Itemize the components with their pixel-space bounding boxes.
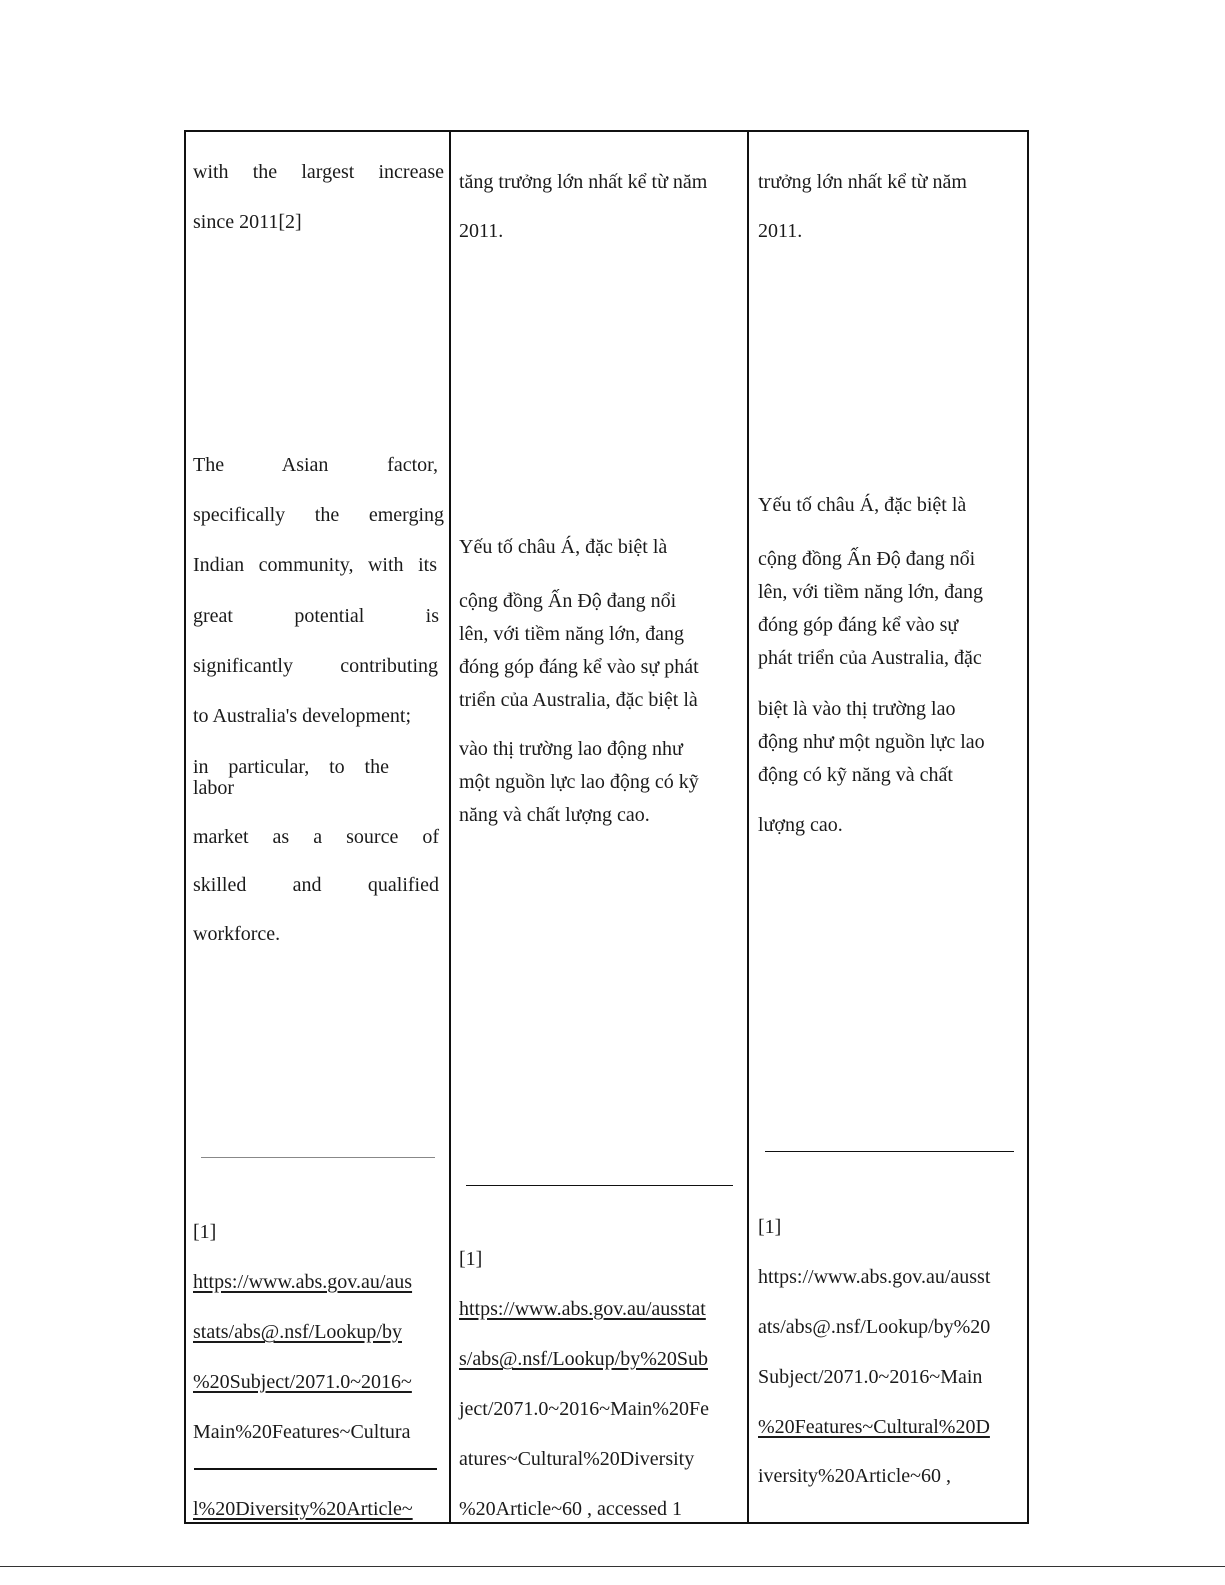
footnote-link[interactable]: https://www.abs.gov.au/ausstat [459,1298,706,1320]
footnote-marker: [1] [459,1248,483,1270]
divider [194,1468,437,1470]
footnote-link[interactable]: iversity%20Article~60 , [758,1465,951,1487]
text-line: lên, với tiềm năng lớn, đang [459,623,684,645]
text-line: specifically the emerging [193,504,444,526]
text-line: workforce. [193,923,281,945]
footnote-link[interactable]: %20Features~Cultural%20D [758,1416,990,1438]
text-line: lên, với tiềm năng lớn, đang [758,581,983,603]
text-line: đóng góp đáng kể vào sự [758,614,959,636]
text-line: cộng đồng Ấn Độ đang nổi [459,590,677,612]
text-line: lượng cao. [758,814,843,836]
text-line: triển của Australia, đặc biệt là [459,689,698,711]
text-line: skilled and qualified [193,874,439,896]
footnote-link[interactable]: %20Subject/2071.0~2016~ [193,1371,412,1393]
text-line: đóng góp đáng kể vào sự phát [459,656,699,678]
text-line: with the largest increase [193,161,444,183]
text-line: năng và chất lượng cao. [459,804,650,826]
footnote-link[interactable]: https://www.abs.gov.au/ausst [758,1266,991,1288]
text-line: Yếu tố châu Á, đặc biệt là [758,494,967,516]
footnote-marker: [1] [758,1216,782,1238]
column-divider [449,132,451,1522]
text-line: Indian community, with its [193,554,437,576]
footnote-link[interactable]: https://www.abs.gov.au/aus [193,1271,413,1293]
text-line: động có kỹ năng và chất [758,764,953,786]
text-line: great potential is [193,605,439,627]
column-divider [747,132,749,1522]
text-line: 2011. [459,220,504,242]
text-line: trưởng lớn nhất kể từ năm [758,171,967,193]
text-line: in particular, to the [193,756,389,778]
text-line: The Asian factor, [193,454,438,476]
footnote-separator [201,1157,435,1158]
text-line: phát triển của Australia, đặc [758,647,982,669]
footnote-separator [466,1185,733,1186]
footnote-link[interactable]: s/abs@.nsf/Lookup/by%20Sub [459,1348,708,1370]
text-line: since 2011[2] [193,211,302,233]
text-line: to Australia's development; [193,705,412,727]
text-line: market as a source of [193,826,439,848]
text-line: Yếu tố châu Á, đặc biệt là [459,536,668,558]
footnote-link[interactable]: Main%20Features~Cultura [193,1421,411,1443]
text-line: tăng trưởng lớn nhất kể từ năm [459,171,708,193]
text-line: động như một nguồn lực lao [758,731,985,753]
text-line: significantly contributing [193,655,438,677]
footnote-link[interactable]: ject/2071.0~2016~Main%20Fe [459,1398,709,1420]
text-line: cộng đồng Ấn Độ đang nổi [758,548,976,570]
text-line: 2011. [758,220,803,242]
footnote-link[interactable]: atures~Cultural%20Diversity [459,1448,695,1470]
footnote-marker: [1] [193,1221,217,1243]
text-line: vào thị trường lao động như [459,738,683,760]
text-line: một nguồn lực lao động có kỹ [459,771,699,793]
footnote-link[interactable]: l%20Diversity%20Article~ [193,1498,413,1520]
footnote-separator [765,1151,1014,1152]
text-line: biệt là vào thị trường lao [758,698,956,720]
text-line: labor [193,777,235,799]
page-bottom-border [0,1566,1225,1567]
footnote-link[interactable]: %20Article~60 , accessed 1 [459,1498,682,1520]
footnote-link[interactable]: stats/abs@.nsf/Lookup/by [193,1321,402,1343]
footnote-link[interactable]: ats/abs@.nsf/Lookup/by%20 [758,1316,991,1338]
footnote-link[interactable]: Subject/2071.0~2016~Main [758,1366,983,1388]
